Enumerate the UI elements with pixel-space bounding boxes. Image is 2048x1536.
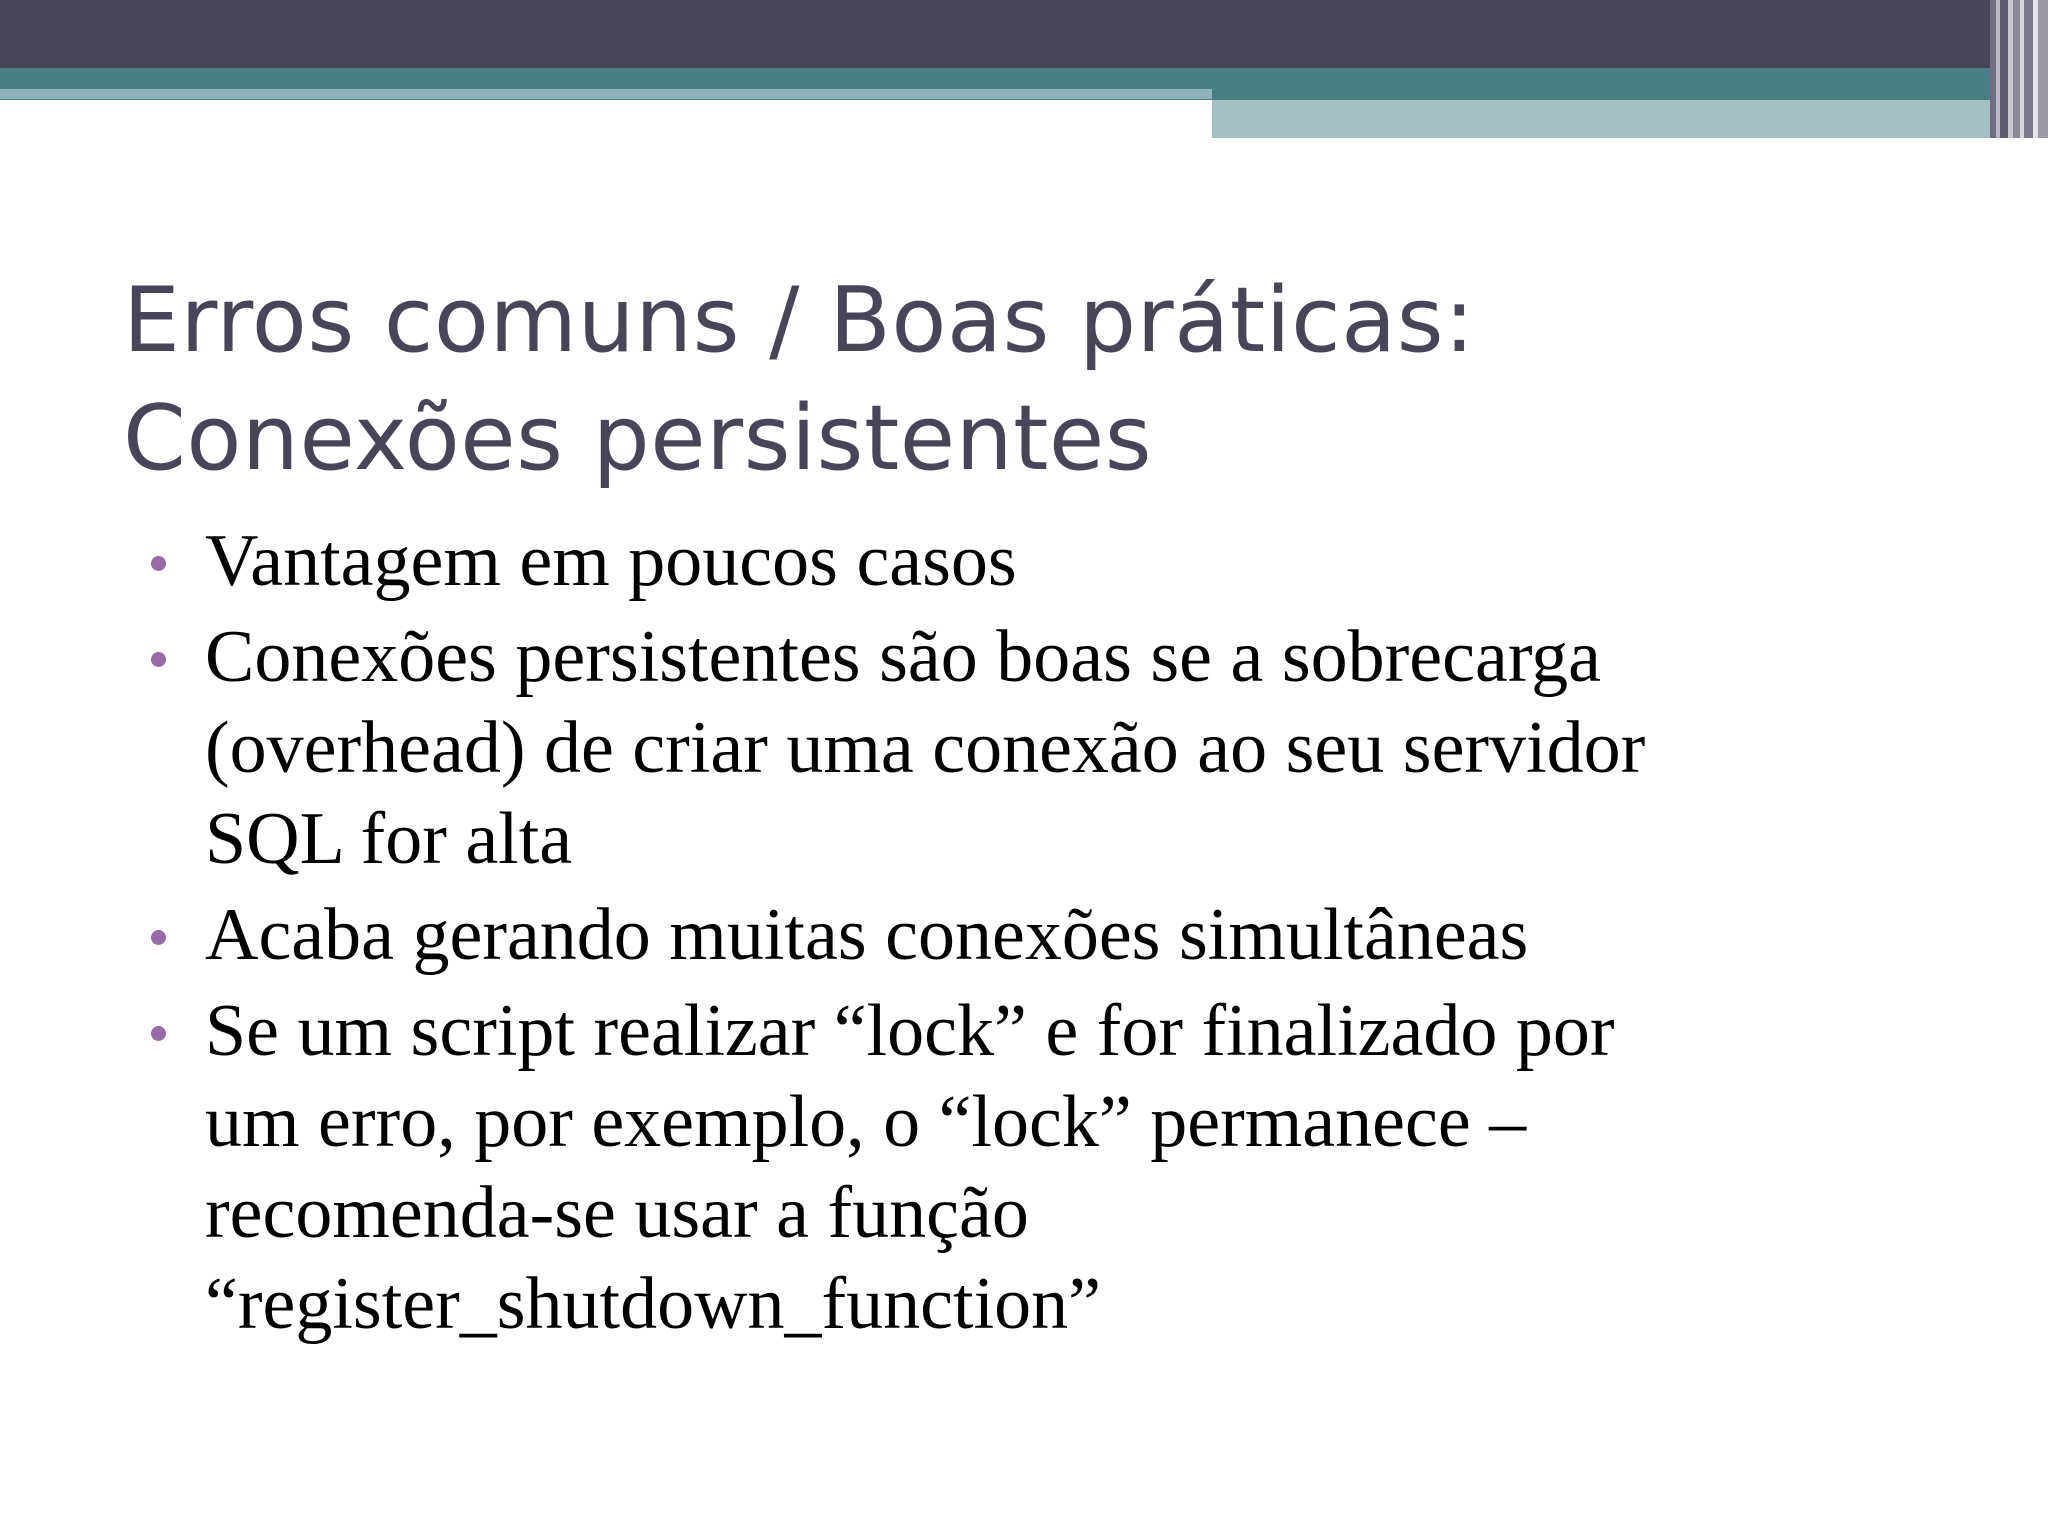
bullet-line: SQL for alta	[205, 798, 573, 880]
bullet-line: um erro, por exemplo, o “lock” permanece –	[205, 1081, 1527, 1163]
bullet-item	[145, 890, 1945, 981]
bullet-dot-icon	[151, 1026, 166, 1041]
bullet-line: Se um script realizar “lock” e for finalizado por	[205, 990, 1615, 1072]
header-band-gap	[0, 100, 1212, 138]
header-band-thin	[0, 89, 1212, 99]
bullet-item	[145, 516, 1945, 607]
bullet-item	[145, 986, 1945, 1350]
header-stripes	[1990, 0, 2048, 138]
header-band-dark	[0, 0, 2048, 68]
bullet-line: “register_shutdown_function”	[205, 1263, 1101, 1345]
bullet-line: (overhead) de criar uma conexão ao seu servidor	[205, 707, 1646, 789]
header-band-light	[1212, 100, 2048, 138]
bullet-dot-icon	[151, 652, 166, 667]
bullet-line: Conexões persistentes são boas se a sobrecarga	[205, 616, 1601, 698]
bullet-item	[145, 612, 1945, 885]
bullet-line: Vantagem em poucos casos	[205, 520, 1017, 602]
slide-title-line-1: Erros comuns / Boas práticas:	[123, 268, 1475, 373]
bullet-line: Acaba gerando muitas conexões simultâneas	[205, 894, 1529, 976]
bullet-line: recomenda-se usar a função	[205, 1172, 1029, 1254]
slide-title	[123, 262, 1923, 498]
bullet-list	[145, 516, 1945, 1355]
bullet-dot-icon	[151, 556, 166, 571]
bullet-dot-icon	[151, 930, 166, 945]
slide-title-line-2: Conexões persistentes	[123, 386, 1153, 491]
